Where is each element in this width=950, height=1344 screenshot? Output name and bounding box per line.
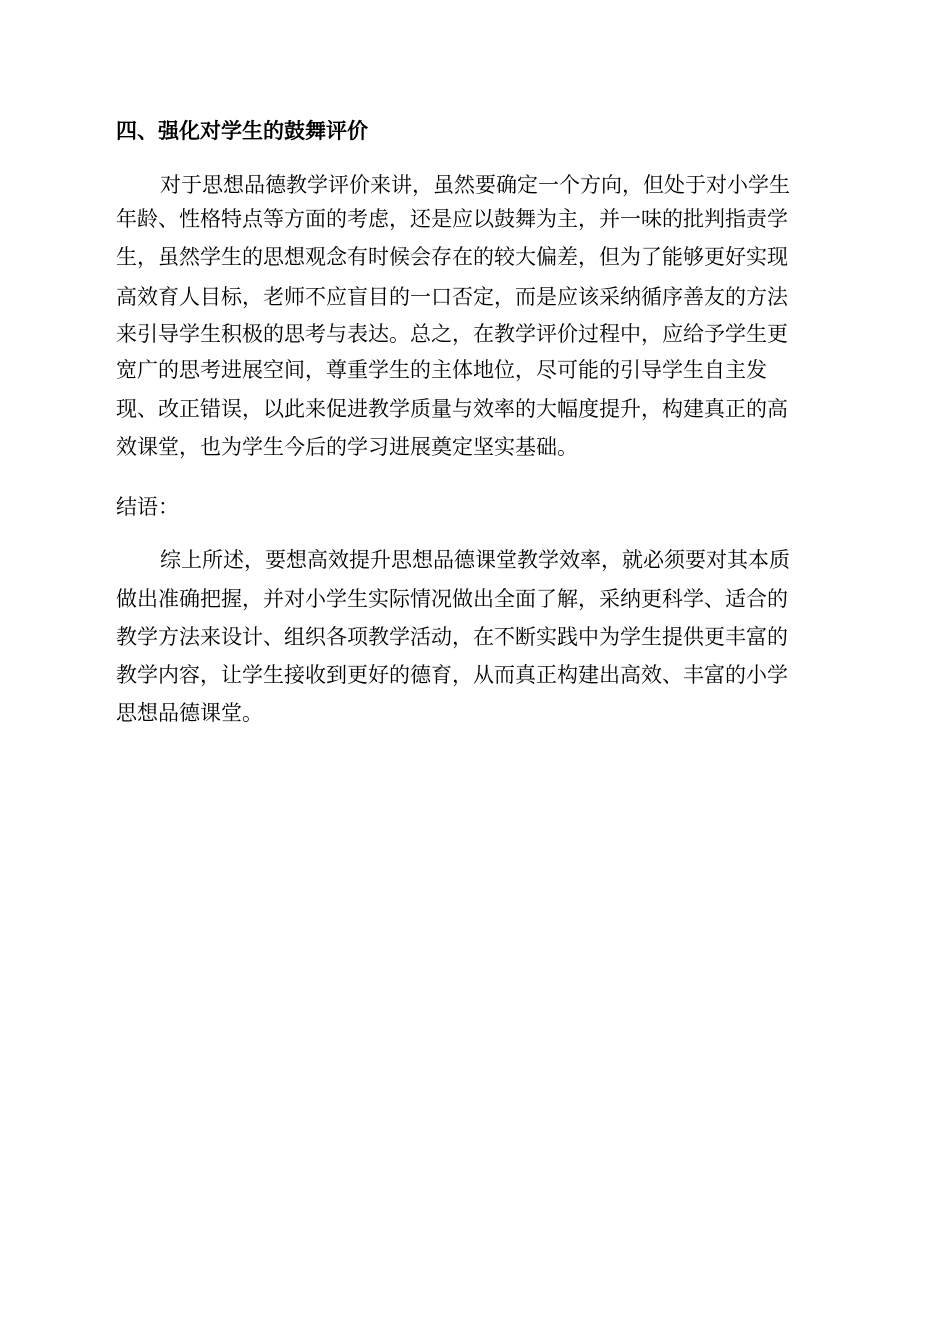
paragraph-line: 现、改正错误，以此来促进教学质量与效率的大幅度提升，构建真正的高 <box>116 397 788 421</box>
paragraph-line: 高效育人目标，老师不应盲目的一口否定，而是应该采纳循序善友的方法 <box>116 285 788 309</box>
paragraph-line: 教学内容，让学生接收到更好的德育，从而真正构建出高效、丰富的小学 <box>116 663 788 687</box>
section-heading: 四、强化对学生的鼓舞评价 <box>116 118 368 143</box>
paragraph-line: 效课堂，也为学生今后的学习进展奠定坚实基础。 <box>116 435 578 459</box>
paragraph-line: 生，虽然学生的思想观念有时候会存在的较大偏差，但为了能够更好实现 <box>116 245 788 269</box>
paragraph-line: 年龄、性格特点等方面的考虑，还是应以鼓舞为主，并一味的批判指责学 <box>116 207 788 231</box>
paragraph-line: 教学方法来设计、组织各项教学活动，在不断实践中为学生提供更丰富的 <box>116 625 788 649</box>
paragraph-line: 对于思想品德教学评价来讲，虽然要确定一个方向，但处于对小学生 <box>160 173 790 197</box>
paragraph-line: 做出准确把握，并对小学生实际情况做出全面了解，采纳更科学、适合的 <box>116 587 788 611</box>
paragraph-line: 宽广的思考进展空间，尊重学生的主体地位，尽可能的引导学生自主发 <box>116 358 767 382</box>
paragraph-line: 来引导学生积极的思考与表达。总之，在教学评价过程中，应给予学生更 <box>116 322 788 346</box>
conclusion-label: 结语： <box>116 495 179 519</box>
paragraph-line: 综上所述，要想高效提升思想品德课堂教学效率，就必须要对其本质 <box>160 548 790 572</box>
paragraph-line: 思想品德课堂。 <box>116 701 263 725</box>
